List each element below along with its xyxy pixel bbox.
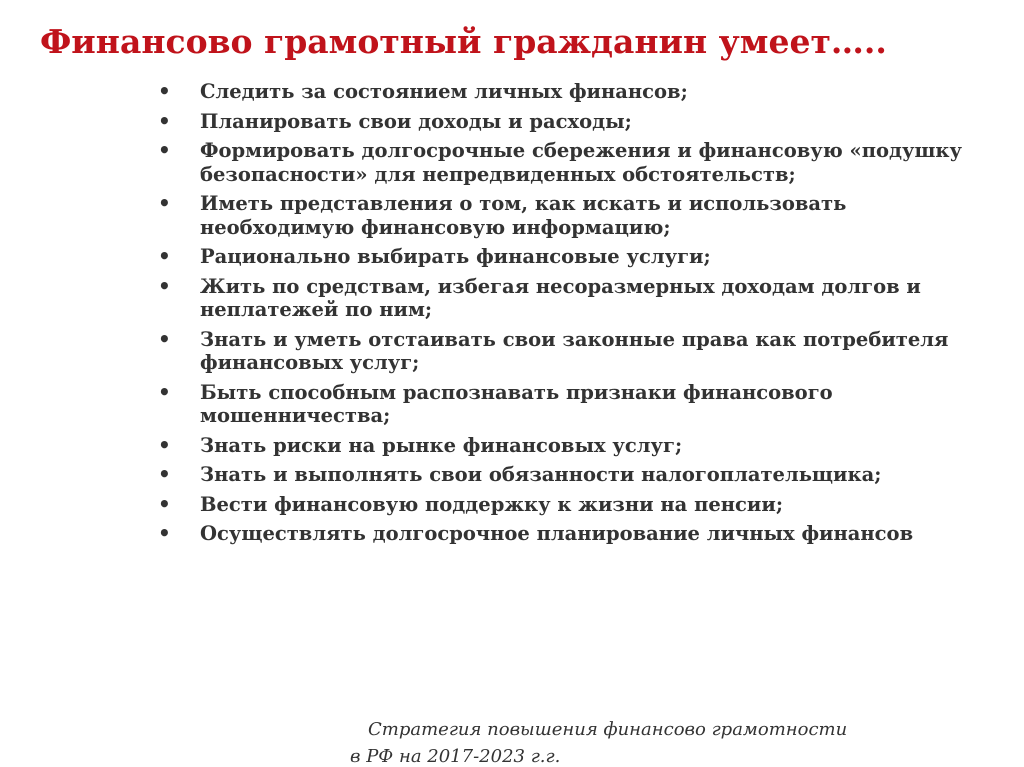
bullet-item bbox=[158, 80, 988, 104]
bullet-icon: • bbox=[158, 521, 171, 545]
bullet-icon: • bbox=[158, 244, 171, 268]
bullet-text: Рационально выбирать финансовые услуги; bbox=[200, 245, 711, 268]
bullet-text: Жить по средствам, избегая несоразмерных доходам долгов и неплатежей по ним; bbox=[200, 274, 921, 321]
source-citation bbox=[350, 716, 1010, 767]
bullet-item bbox=[158, 275, 988, 322]
bullet-icon: • bbox=[158, 108, 171, 133]
bullet-item bbox=[158, 522, 988, 546]
bullet-text: Знать и выполнять свои обязанности налогоплательщика; bbox=[200, 463, 882, 486]
bullet-icon: • bbox=[158, 138, 171, 162]
bullet-icon: • bbox=[158, 79, 171, 103]
bullet-icon: • bbox=[158, 462, 171, 486]
bullet-item bbox=[158, 381, 988, 428]
bullet-item bbox=[158, 328, 988, 375]
bullet-item bbox=[158, 192, 988, 239]
bullet-item bbox=[158, 434, 988, 458]
bullet-item bbox=[158, 110, 988, 134]
bullet-text: Вести финансовую поддержку к жизни на пенсии; bbox=[200, 492, 784, 516]
source-line-2: в РФ на 2017-2023 г.г. bbox=[350, 746, 561, 767]
bullet-list bbox=[158, 80, 988, 552]
bullet-icon: • bbox=[158, 491, 171, 516]
bullet-text: Знать риски на рынке финансовых услуг; bbox=[200, 433, 683, 457]
bullet-icon: • bbox=[158, 326, 171, 351]
bullet-item bbox=[158, 245, 988, 269]
bullet-item bbox=[158, 493, 988, 517]
bullet-text: Осуществлять долгосрочное планирование личных финансов bbox=[200, 522, 914, 545]
bullet-icon: • bbox=[158, 432, 171, 457]
bullet-text: Планировать свои доходы и расходы; bbox=[200, 109, 632, 133]
bullet-text: Следить за состоянием личных финансов; bbox=[200, 80, 688, 103]
bullet-text: Иметь представления о том, как искать и использовать необходимую финансовую информацию; bbox=[200, 192, 847, 239]
bullet-item bbox=[158, 463, 988, 487]
source-line-1: Стратегия повышения финансово грамотности bbox=[368, 719, 848, 740]
bullet-text: Знать и уметь отстаивать свои законные права как потребителя финансовых услуг; bbox=[200, 327, 949, 374]
slide-title: Финансово грамотный гражданин умеет….. bbox=[40, 22, 887, 61]
bullet-icon: • bbox=[158, 379, 171, 404]
bullet-text: Быть способным распознавать признаки финансового мошенничества; bbox=[200, 380, 833, 427]
bullet-text: Формировать долгосрочные сбережения и финансовую «подушку безопасности» для непредвиденных обстоятельств; bbox=[200, 139, 962, 186]
bullet-item bbox=[158, 139, 988, 186]
bullet-icon: • bbox=[158, 273, 171, 298]
bullet-icon: • bbox=[158, 191, 171, 215]
